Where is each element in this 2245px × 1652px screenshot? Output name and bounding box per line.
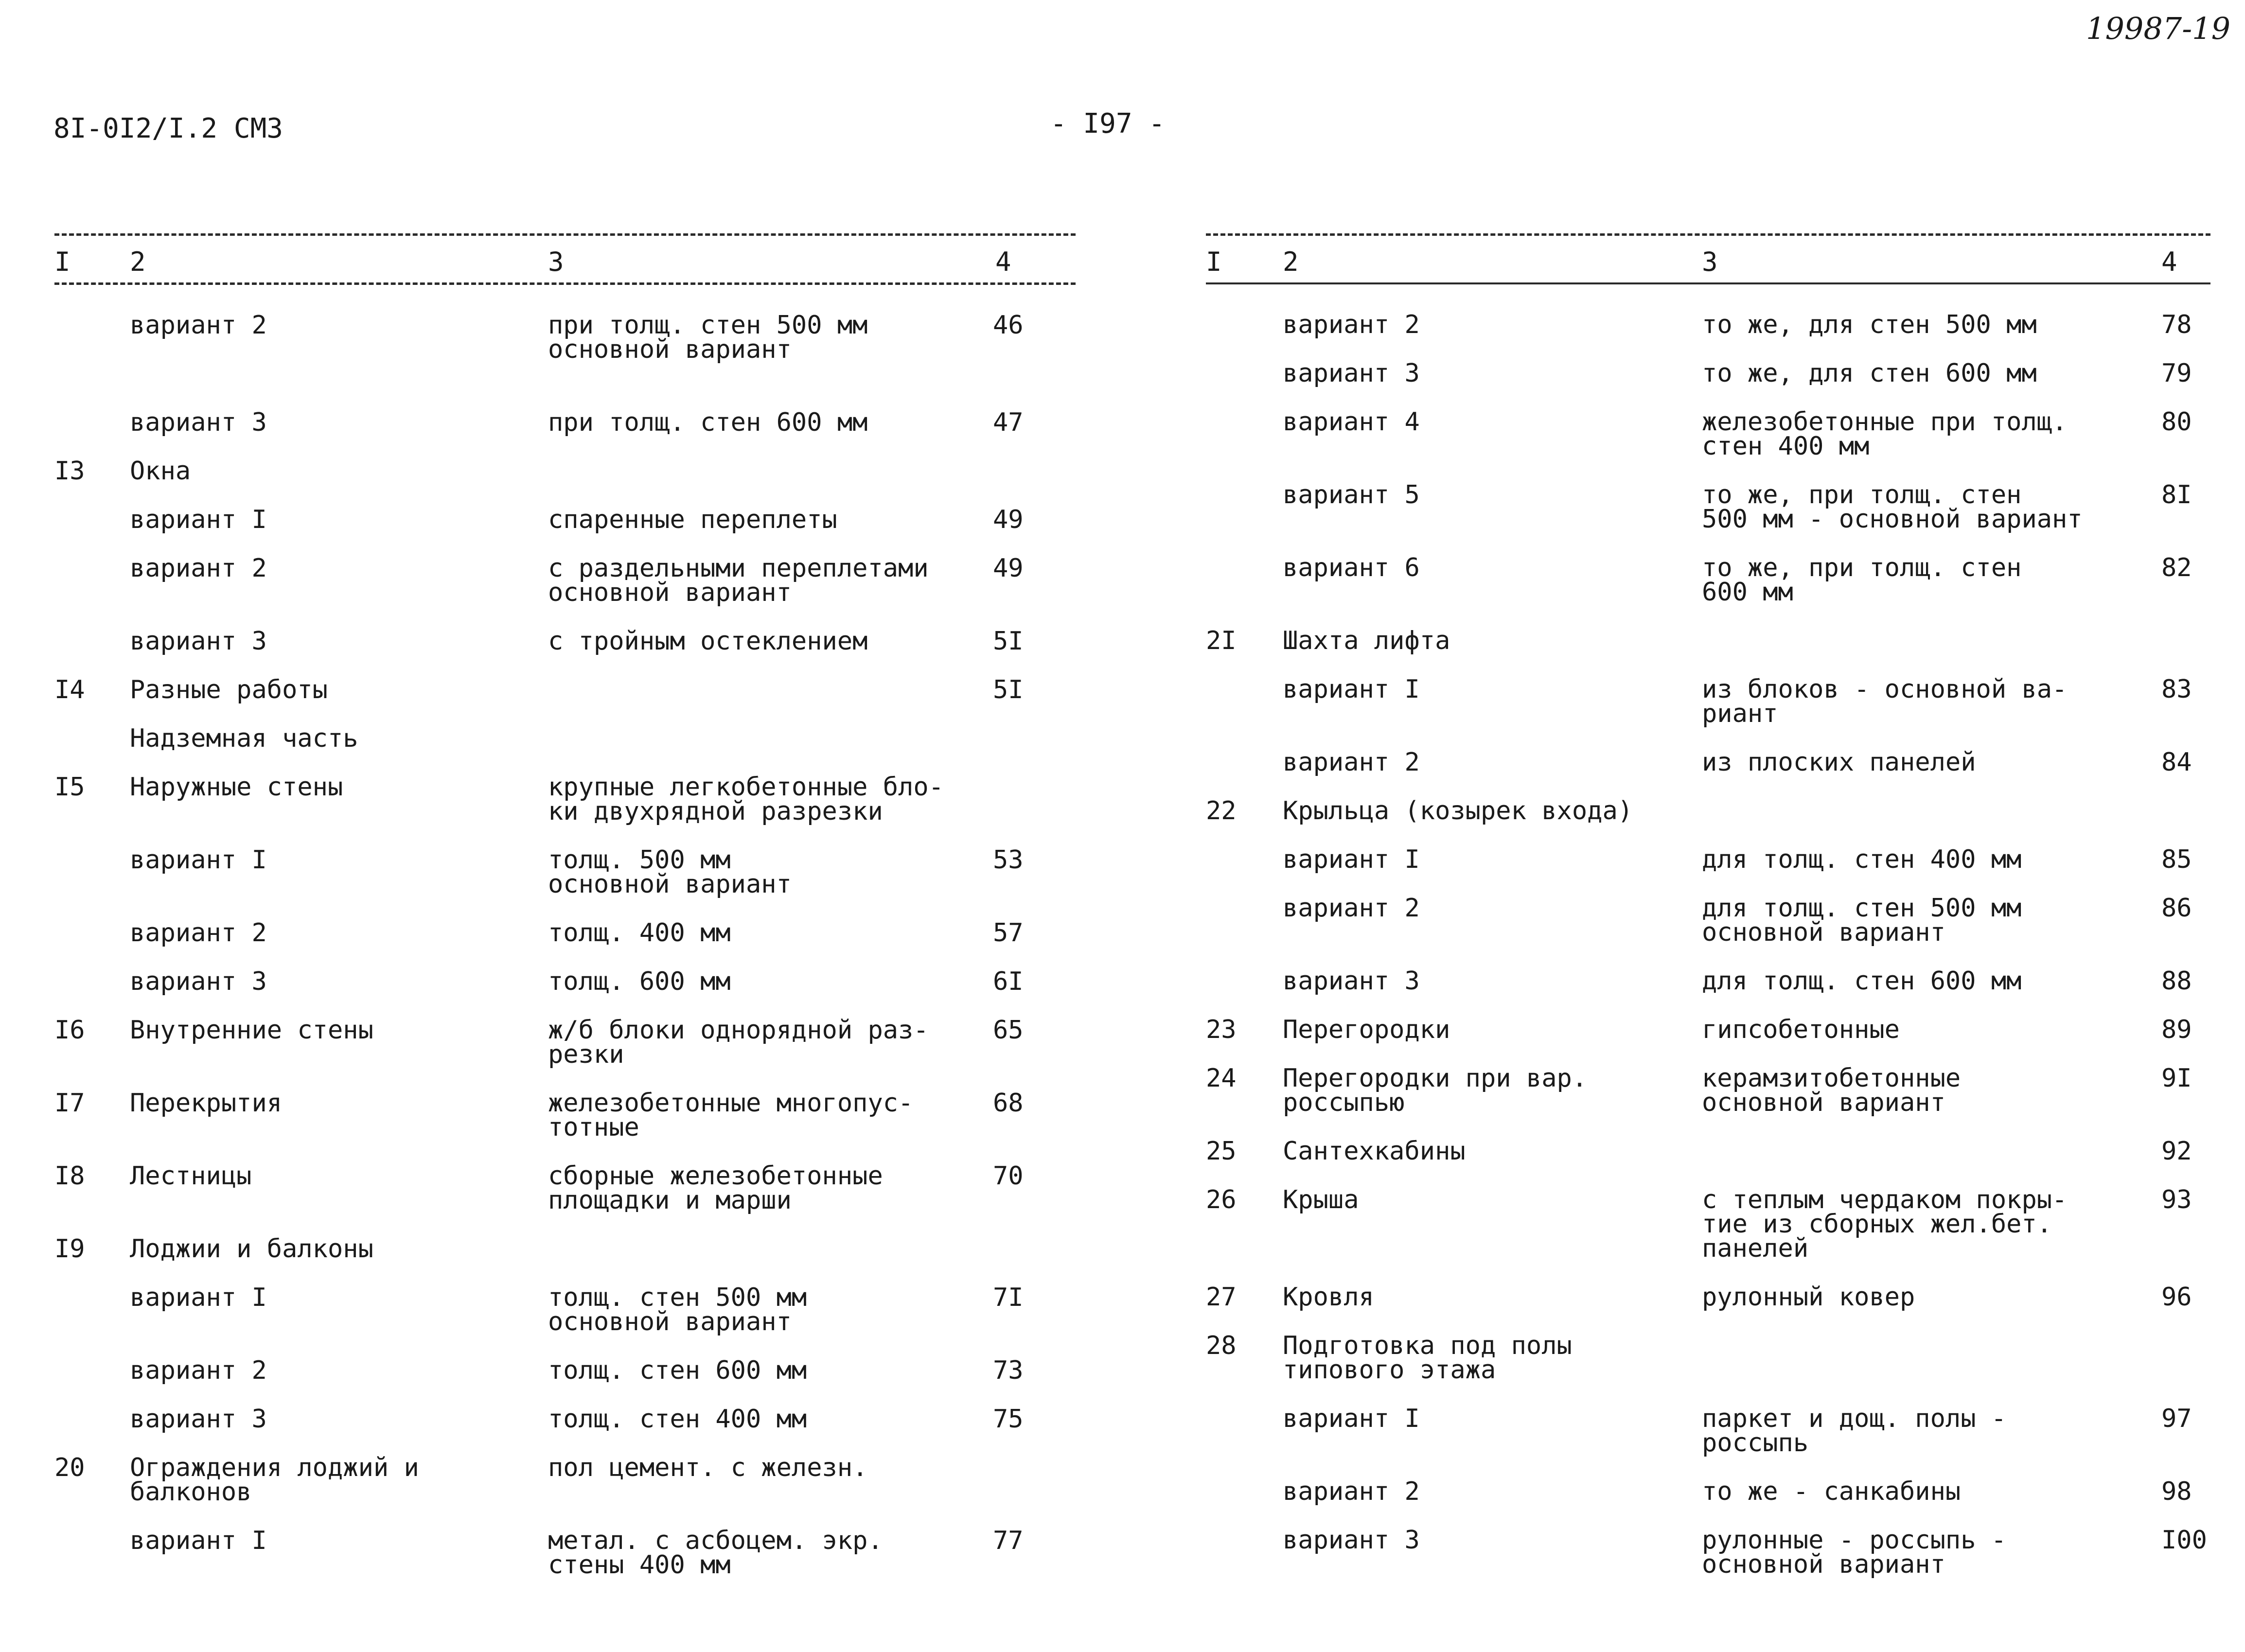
row-number: 25 <box>1206 1137 1237 1166</box>
row-name: Внутренние стены <box>130 1016 373 1045</box>
row-page: 79 <box>2161 359 2192 388</box>
row-page: 57 <box>993 918 1024 948</box>
row-number: I8 <box>54 1161 85 1191</box>
row-page: 77 <box>993 1526 1024 1555</box>
table-row <box>54 1018 1076 1091</box>
row-page: 47 <box>993 408 1024 437</box>
table-row <box>54 675 1076 726</box>
column-header-row <box>1206 236 2210 282</box>
row-number: 2I <box>1206 626 1237 655</box>
row-description: то же, при толщ. стен 500 мм - основной вариант <box>1702 480 2083 534</box>
row-name: вариант 2 <box>130 1356 267 1385</box>
row-number: I3 <box>54 457 85 486</box>
row-name: вариант 4 <box>1283 407 1420 437</box>
row-description: толщ. 400 мм <box>548 918 731 948</box>
row-name: Кровля <box>1283 1283 1374 1312</box>
table-row <box>54 969 1076 1018</box>
table-row <box>1206 553 2210 629</box>
row-page: 86 <box>2161 894 2192 923</box>
row-description: с тройным остеклением <box>548 627 868 656</box>
row-name: вариант I <box>130 1283 267 1312</box>
table-row <box>1206 1066 2210 1139</box>
row-name: вариант I <box>130 505 267 534</box>
table-row <box>54 918 1076 969</box>
table-row <box>54 1526 1076 1601</box>
column-header-3: 3 <box>548 246 564 277</box>
row-description: пол цемент. с железн. <box>548 1453 868 1482</box>
row-name: вариант I <box>1283 675 1420 704</box>
column-header-1: I <box>54 246 71 277</box>
row-name: вариант I <box>1283 845 1420 874</box>
row-name: вариант 2 <box>1283 894 1420 923</box>
row-description: керамзитобетонные основной вариант <box>1702 1064 1961 1117</box>
row-name: Перегородки <box>1283 1015 1450 1044</box>
row-page: 73 <box>993 1356 1024 1385</box>
row-page: 7I <box>993 1283 1024 1312</box>
table-row <box>1206 750 2210 799</box>
row-name: вариант 3 <box>130 1405 267 1434</box>
row-name: Крыльца (козырек входа) <box>1283 796 1633 826</box>
table-row <box>1206 677 2210 750</box>
row-description: гипсобетонные <box>1702 1015 1900 1044</box>
column-header-4: 4 <box>995 246 1011 277</box>
row-description: сборные железобетонные площадки и марши <box>548 1161 883 1215</box>
row-description: железобетонные многопус- тотные <box>548 1089 914 1142</box>
row-page: 49 <box>993 505 1024 534</box>
row-description: паркет и дощ. полы - россыпь <box>1702 1404 2007 1458</box>
row-number: I9 <box>54 1234 85 1264</box>
row-name: Окна <box>130 457 191 486</box>
row-number: 24 <box>1206 1064 1237 1093</box>
page-number: - I97 - <box>1050 108 1166 140</box>
table-row <box>1206 1015 2210 1066</box>
table-row <box>54 1407 1076 1456</box>
table-row <box>54 775 1076 848</box>
row-description: толщ. стен 500 мм основной вариант <box>548 1283 807 1336</box>
row-description: для толщ. стен 600 мм <box>1702 967 2022 996</box>
row-page: 83 <box>2161 675 2192 704</box>
row-description: толщ. 600 мм <box>548 967 731 996</box>
row-description: толщ. стен 600 мм <box>548 1356 807 1385</box>
row-name: вариант I <box>1283 1404 1420 1433</box>
row-page: 84 <box>2161 748 2192 777</box>
table-row <box>54 1285 1076 1358</box>
column-header-2: 2 <box>130 246 146 277</box>
row-name: вариант 3 <box>1283 1526 1420 1555</box>
row-name: вариант 2 <box>1283 310 1420 339</box>
column-header-row <box>54 236 1076 282</box>
table-row <box>1206 1331 2210 1406</box>
row-page: 93 <box>2161 1185 2192 1214</box>
row-page: 53 <box>993 845 1024 875</box>
row-name: вариант 3 <box>130 408 267 437</box>
table-row <box>54 1358 1076 1407</box>
table-row <box>1206 1406 2210 1479</box>
archive-number: 19987-19 <box>2086 11 2231 46</box>
right-table <box>1206 233 2210 1601</box>
table-row <box>1206 1528 2210 1601</box>
row-name: Сантехкабины <box>1283 1137 1466 1166</box>
table-row <box>54 459 1076 508</box>
column-header-2: 2 <box>1283 246 1299 277</box>
row-number: 23 <box>1206 1015 1237 1044</box>
table-row <box>1206 847 2210 896</box>
row-number: 27 <box>1206 1283 1237 1312</box>
right-rows <box>1206 284 2210 1601</box>
row-page: 98 <box>2161 1477 2192 1506</box>
row-page: 49 <box>993 554 1024 583</box>
row-name: вариант 2 <box>1283 748 1420 777</box>
table-row <box>54 726 1076 775</box>
row-page: 89 <box>2161 1015 2192 1044</box>
row-page: 5I <box>993 627 1024 656</box>
row-page: 5I <box>993 675 1024 704</box>
row-number: I5 <box>54 773 85 802</box>
row-page: 46 <box>993 311 1024 340</box>
row-description: толщ. 500 мм основной вариант <box>548 845 792 899</box>
table-row <box>1206 969 2210 1018</box>
row-name: вариант 2 <box>130 918 267 948</box>
row-description: то же, для стен 500 мм <box>1702 310 2037 339</box>
table-row <box>1206 1139 2210 1188</box>
row-description: спаренные переплеты <box>548 505 837 534</box>
row-page: 92 <box>2161 1137 2192 1166</box>
row-name: вариант 3 <box>130 967 267 996</box>
table-row <box>54 1161 1076 1237</box>
row-description: для толщ. стен 500 мм основной вариант <box>1702 894 2022 947</box>
table-row <box>1206 896 2210 969</box>
column-header-1: I <box>1206 246 1222 277</box>
row-description: рулонные - россыпь - основной вариант <box>1702 1526 2007 1579</box>
row-name: Наружные стены <box>130 773 343 802</box>
table-row <box>54 1453 1076 1529</box>
row-description: с раздельными переплетами основной вариант <box>548 554 929 607</box>
row-name: Шахта лифта <box>1283 626 1450 655</box>
row-number: 28 <box>1206 1331 1237 1360</box>
table-row <box>1206 480 2210 556</box>
row-description: то же, для стен 600 мм <box>1702 359 2037 388</box>
table-row <box>1206 1185 2210 1285</box>
row-name: вариант 2 <box>1283 1477 1420 1506</box>
row-name: Разные работы <box>130 675 328 704</box>
table-row <box>1206 407 2210 483</box>
row-name: Крыша <box>1283 1185 1359 1214</box>
row-description: из плоских панелей <box>1702 748 1976 777</box>
row-description: толщ. стен 400 мм <box>548 1405 807 1434</box>
row-name: Перегородки при вар. россыпью <box>1283 1064 1588 1117</box>
row-description: при толщ. стен 600 мм <box>548 408 868 437</box>
column-header-3: 3 <box>1702 246 1718 277</box>
row-name: вариант 2 <box>130 554 267 583</box>
row-description: при толщ. стен 500 мм основной вариант <box>548 311 868 364</box>
table-row <box>54 313 1076 410</box>
row-number: 20 <box>54 1453 85 1482</box>
table-row <box>54 629 1076 678</box>
column-header-4: 4 <box>2161 246 2177 277</box>
row-page: 80 <box>2161 407 2192 437</box>
row-page: 8I <box>2161 480 2192 510</box>
row-page: 9I <box>2161 1064 2192 1093</box>
row-name: Лоджии и балконы <box>130 1234 373 1264</box>
row-name: Надземная часть <box>130 724 358 753</box>
row-name: вариант 5 <box>1283 480 1420 510</box>
row-name: Ограждения лоджий и балконов <box>130 1453 419 1507</box>
row-page: 68 <box>993 1089 1024 1118</box>
row-name: Перекрытия <box>130 1089 283 1118</box>
row-page: 78 <box>2161 310 2192 339</box>
row-name: Лестницы <box>130 1161 252 1191</box>
document-code: 8I-0I2/I.2 СМЗ <box>53 113 283 144</box>
row-description: железобетонные при толщ. стен 400 мм <box>1702 407 2068 461</box>
table-row <box>1206 626 2210 677</box>
table-row <box>54 1091 1076 1164</box>
row-description: из блоков - основной ва- риант <box>1702 675 2068 728</box>
row-number: I4 <box>54 675 85 704</box>
row-page: 6I <box>993 967 1024 996</box>
row-description: метал. с асбоцем. экр. стены 400 мм <box>548 1526 883 1580</box>
row-number: I7 <box>54 1089 85 1118</box>
table-row <box>1206 361 2210 410</box>
row-name: вариант I <box>130 1526 267 1555</box>
row-name: вариант 3 <box>1283 967 1420 996</box>
row-name: вариант 3 <box>130 627 267 656</box>
table-row <box>1206 1285 2210 1334</box>
row-description: для толщ. стен 400 мм <box>1702 845 2022 874</box>
table-row <box>1206 796 2210 847</box>
row-page: 75 <box>993 1405 1024 1434</box>
left-table <box>54 233 1076 1601</box>
row-description: то же - санкабины <box>1702 1477 1961 1506</box>
table-row <box>54 845 1076 921</box>
table-row <box>54 556 1076 629</box>
row-name: вариант 6 <box>1283 553 1420 582</box>
row-page: 88 <box>2161 967 2192 996</box>
row-page: 70 <box>993 1161 1024 1191</box>
row-page: I00 <box>2161 1526 2207 1555</box>
row-name: вариант I <box>130 845 267 875</box>
row-name: вариант 2 <box>130 311 267 340</box>
row-description: с теплым чердаком покры- тие из сборных жел.бет. панелей <box>1702 1185 2068 1263</box>
table-row <box>1206 1479 2210 1528</box>
table-row <box>1206 310 2210 361</box>
row-description: то же, при толщ. стен 600 мм <box>1702 553 2022 607</box>
table-row <box>54 1234 1076 1285</box>
row-name: вариант 3 <box>1283 359 1420 388</box>
row-number: I6 <box>54 1016 85 1045</box>
row-page: 82 <box>2161 553 2192 582</box>
row-description: ж/б блоки однорядной раз- резки <box>548 1016 929 1069</box>
row-description: крупные легкобетонные бло- ки двухрядной разрезки <box>548 773 944 826</box>
table-row <box>54 505 1076 556</box>
row-number: 26 <box>1206 1185 1237 1214</box>
left-rows <box>54 285 1076 1601</box>
row-page: 97 <box>2161 1404 2192 1433</box>
row-page: 96 <box>2161 1283 2192 1312</box>
row-description: рулонный ковер <box>1702 1283 1915 1312</box>
row-page: 85 <box>2161 845 2192 874</box>
row-name: Подготовка под полы типового этажа <box>1283 1331 1572 1385</box>
row-page: 65 <box>993 1016 1024 1045</box>
row-number: 22 <box>1206 796 1237 826</box>
table-row <box>54 410 1076 459</box>
